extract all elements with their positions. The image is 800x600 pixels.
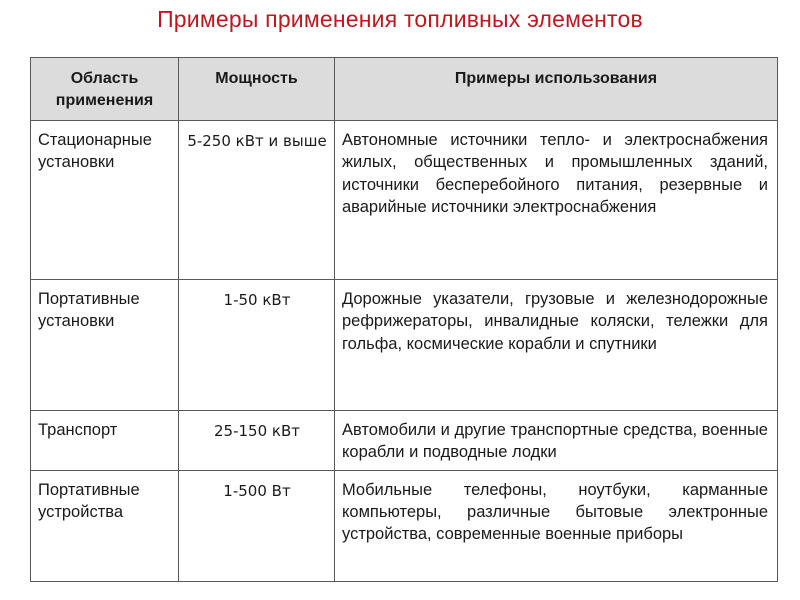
table-header-row	[31, 58, 778, 121]
cell-area: Портативные устройства	[38, 480, 140, 521]
page-title: Примеры применения топливных элементов	[157, 6, 643, 32]
cell-examples: Автомобили и другие транспортные средства, военные корабли и подводные лодки	[342, 421, 768, 462]
table-row	[31, 470, 778, 581]
column-header-area: Область применения	[31, 58, 179, 121]
cell-examples: Дорожные указатели, грузовые и железнодорожные рефрижераторы, инвалидные коляски, тележки для гольфа, космические корабли и спутники	[342, 290, 768, 353]
cell-power: 1-500 Вт	[223, 481, 291, 500]
cell-power: 5-250 кВт и выше	[187, 132, 327, 150]
cell-examples: Автономные источники тепло- и электроснабжения жилых, общественных и промышленных зданий, источники бесперебойного питания, резервные и аварийные источники электроснабжения	[342, 131, 768, 216]
cell-area: Стационарные установки	[38, 131, 152, 172]
cell-area: Транспорт	[38, 421, 118, 439]
cell-power: 25-150 кВт	[214, 422, 300, 440]
column-header-power: Мощность	[179, 58, 335, 121]
fuel-cell-applications-table	[30, 57, 778, 582]
cell-power: 1-50 кВт	[223, 291, 291, 309]
table-row	[31, 121, 778, 280]
column-header-examples: Примеры использования	[335, 58, 778, 121]
table-row	[31, 411, 778, 471]
cell-area: Портативные установки	[38, 290, 140, 331]
table-row	[31, 280, 778, 411]
cell-examples: Мобильные телефоны, ноутбуки, карманные компьютеры, различные бытовые электронные устройства, современные военные приборы	[342, 480, 768, 544]
